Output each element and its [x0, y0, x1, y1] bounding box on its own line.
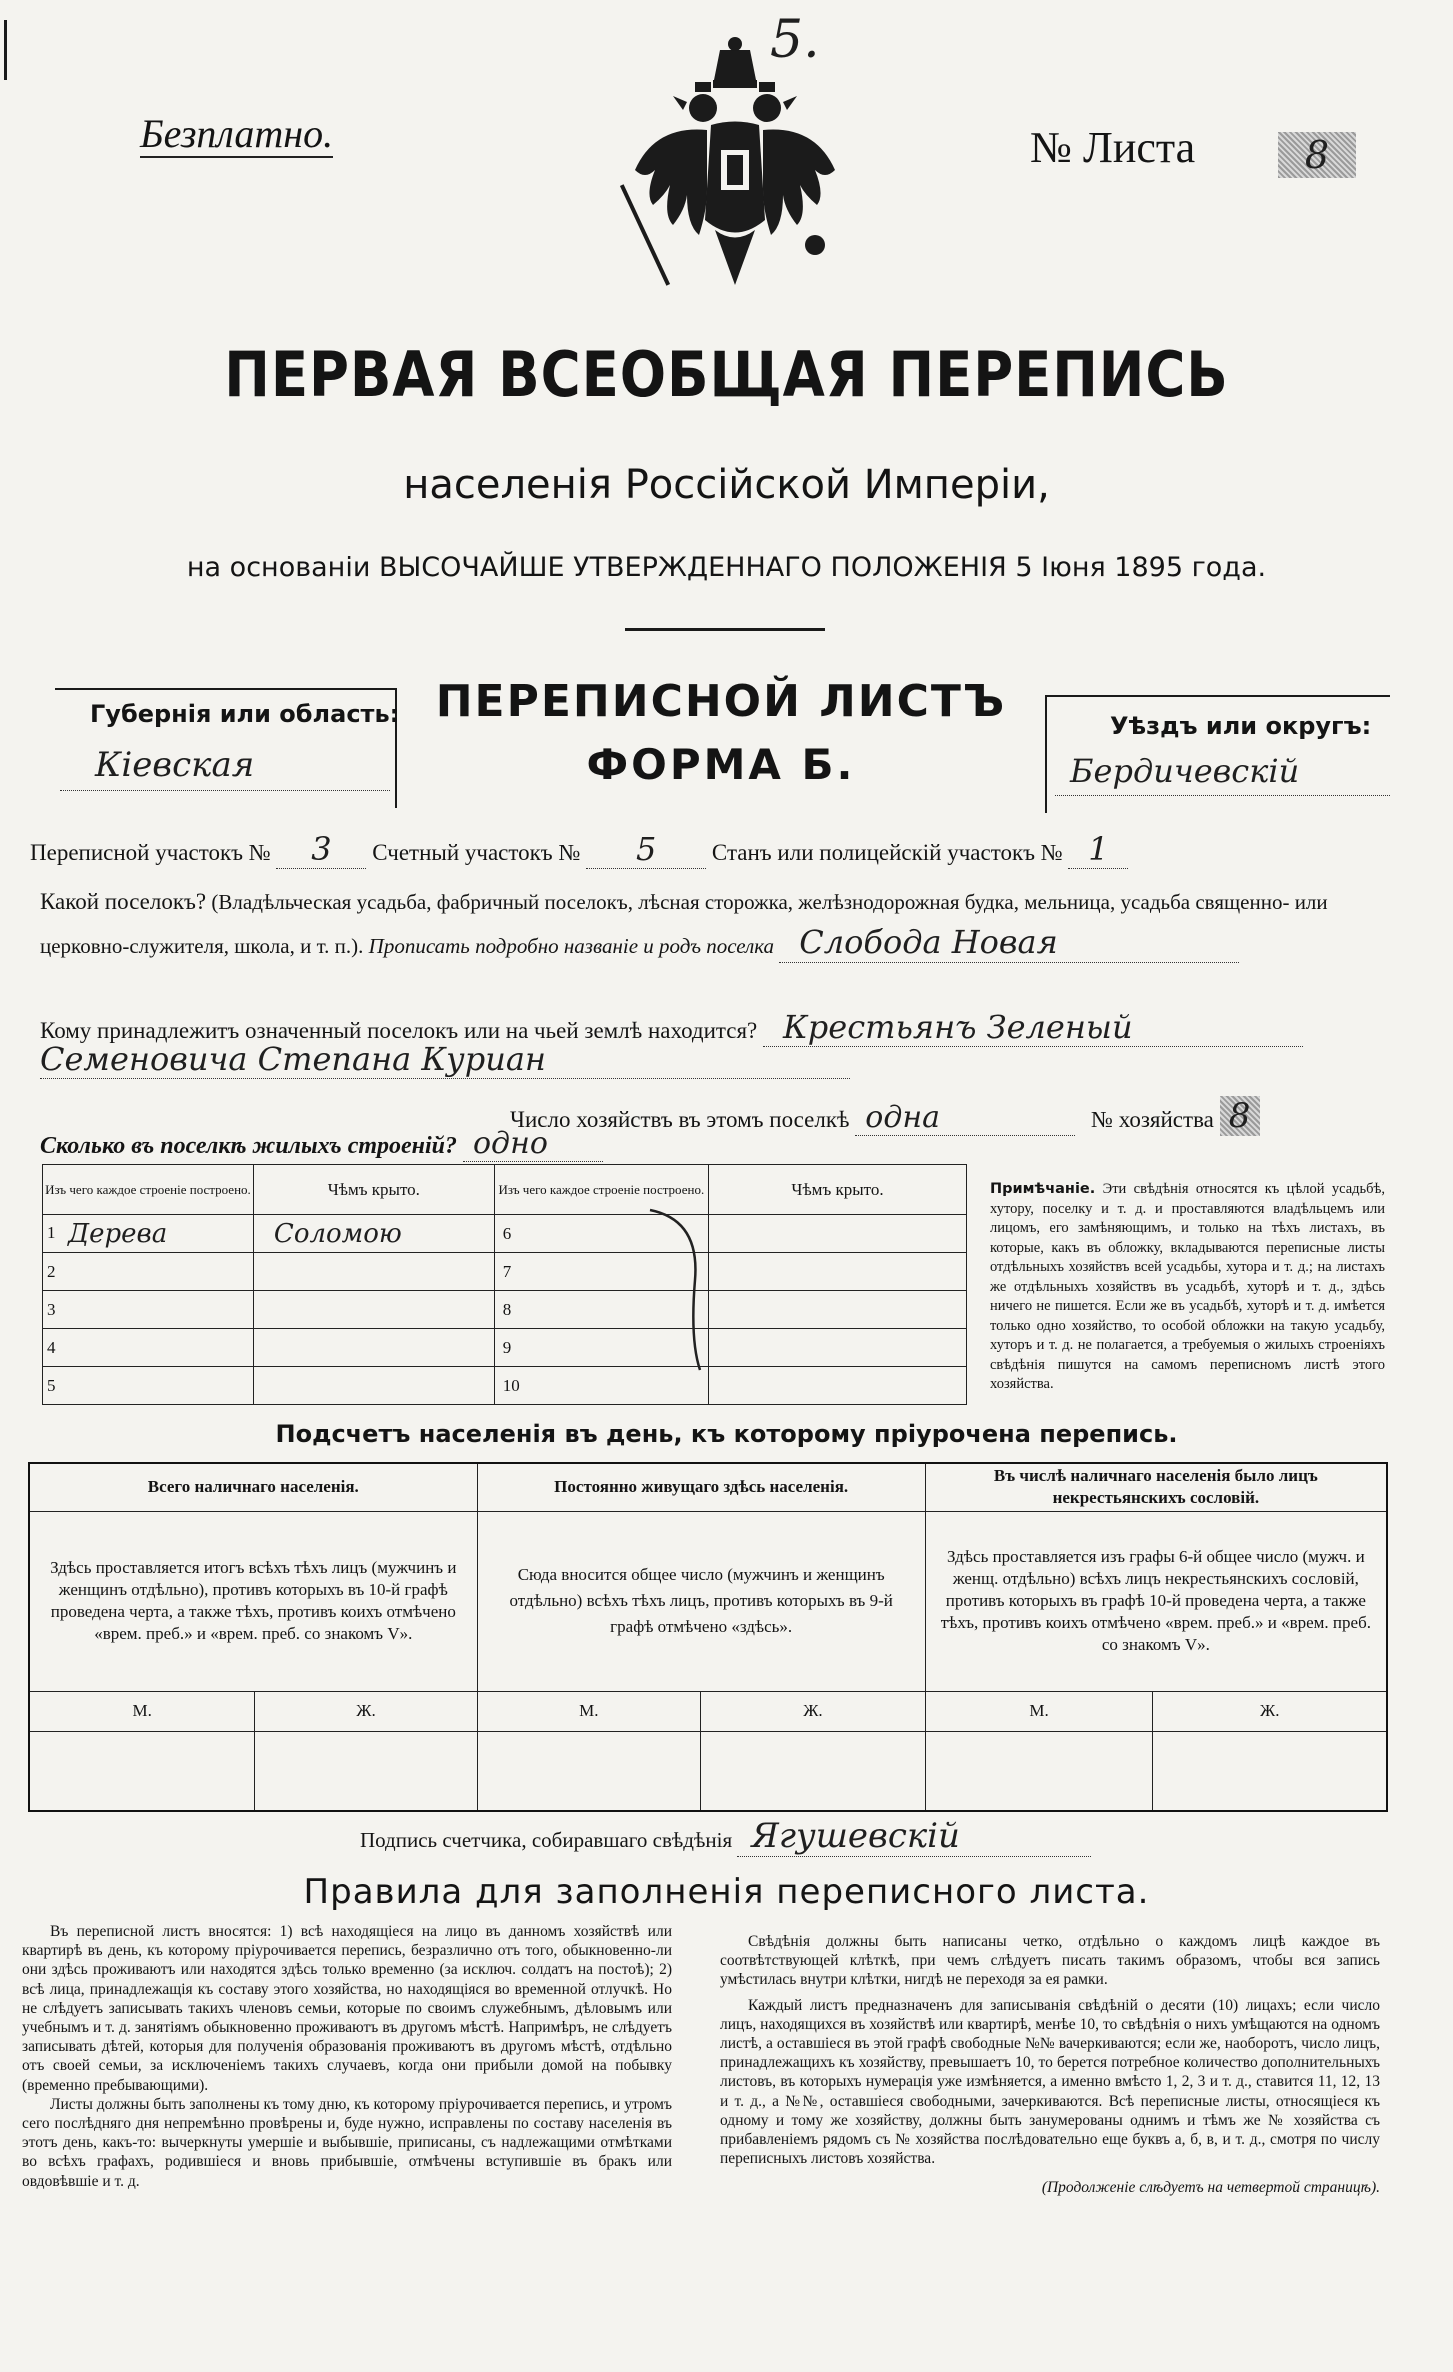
district-value: Бердичевскій — [1070, 752, 1300, 790]
province-label: Губернія или область: — [90, 700, 400, 728]
handwritten-page-number: 5. — [770, 10, 820, 70]
buildings-value: одно — [463, 1126, 603, 1162]
counting-district-value: 5 — [586, 830, 706, 869]
row-number: 6 — [494, 1215, 708, 1253]
census-basis: на основаніи ВЫСОЧАЙШЕ УТВЕРЖДЕННАГО ПОЛОЖЕНІЯ 5 Іюня 1895 года. — [186, 552, 1267, 583]
settlement-hint: (Владѣльческая усадьба, фабричный поселокъ, лѣсная сторожка, желѣзнодорожная будка, мельница, усадьба священно- или церковно-служителя, школа, и т. п.). — [40, 890, 1328, 958]
stan-label: Станъ или полицейскій участокъ № — [711, 840, 1063, 865]
rules-right-p2: Каждый листъ предназначенъ для записыванія свѣдѣній о десяти (10) лицахъ; если число лицъ, находящихся въ хозяйствѣ или квартирѣ, менѣе 10, то свѣдѣнія о нихъ умѣщаются на одномъ листѣ, а оставшіеся въ этой графѣ свободные №№ вачеркиваются; если же, наоборотъ, число лицъ, принадлежащихъ къ хозяйству, превышаетъ 10, то берется потребное количество дополнительныхъ листовъ, въ которыхъ нумерація уже измѣняется, а именно вмѣсто 1, 2, 3 и т. д., ставится 11, 12, 13 и т. д., а №№, оставшіеся свободными, зачеркиваются. Всѣ переписные листы, относящіеся къ одному и тому же хозяйству, должны быть занумерованы однимъ и тѣмъ же № хозяйства съ прибавленіемъ рядомъ съ № хозяйства послѣдовательно еще буквъ а, б, в, и т. д., смотря по числу переписныхъ листовъ хозяйства. — [720, 1996, 1380, 2168]
imperial-eagle-emblem — [615, 30, 855, 320]
roof-cell — [709, 1215, 967, 1253]
buildings-table — [42, 1164, 967, 1405]
count-cell — [255, 1731, 477, 1811]
count-cell — [701, 1731, 926, 1811]
roof-cell — [253, 1329, 494, 1367]
population-table — [28, 1462, 1388, 1812]
free-label: Безплатно. — [140, 111, 334, 156]
col3-title: Въ числѣ наличнаго населенія было лицъ некрестьянскихъ сословій. — [925, 1463, 1387, 1511]
row-number: 7 — [494, 1253, 708, 1291]
row-number: 5 — [43, 1367, 254, 1405]
table-row — [43, 1367, 967, 1405]
settlement-hint-italic: Прописать подробно названіе и родъ поселка — [368, 934, 775, 958]
rules-right-p1: Свѣдѣнія должны быть написаны четко, отдѣльно о каждомъ лицѣ каждое въ соотвѣтствующей клѣткѣ, при чемъ слѣдуетъ писать такимъ образомъ, чтобы вся запись умѣстилась внутри клѣтки, нигдѣ не переходя за ея рамки. — [720, 1933, 1380, 1989]
roof-cell — [709, 1253, 967, 1291]
count-cell — [29, 1731, 255, 1811]
rules-continued: (Продолженіе слѣдуетъ на четвертой страницѣ). — [1041, 2179, 1380, 2197]
census-district-label: Переписной участокъ № — [30, 840, 271, 865]
sheet-number-value: 8 — [1278, 132, 1356, 178]
settlement-value: Слобода Новая — [779, 922, 1239, 963]
row-number: 3 — [43, 1291, 254, 1329]
row-number: 2 — [43, 1253, 254, 1291]
household-number-label: № хозяйства — [1091, 1107, 1214, 1132]
roof-cell — [253, 1253, 494, 1291]
note-text: Эти свѣдѣнія относятся къ цѣлой усадьбѣ, хутору, поселку и т. д. и проставляются владѣльцемъ или лицомъ, его замѣняющимъ, и только на тѣхъ листахъ, въ которые, какъ въ обложку, вкладываются переписные листы отдѣльныхъ хозяйствъ всей усадьбы, хутора и т. д.; на листахъ же отдѣльныхъ хозяйствъ въ усадьбѣ, хуторѣ и т. д., здѣсь ничего не пишется. Если же въ усадьбѣ, хуторѣ и т. д. имѣется только одно хозяйство, то особой обложки на такую усадьбу, хуторъ и т. д. не полагается, а требуемыя о жилыхъ строеніяхъ свѣдѣнія пишутся на самомъ переписномъ листѣ этого хозяйства. — [990, 1181, 1386, 1392]
table-row — [43, 1253, 967, 1291]
province-value: Кіевская — [95, 745, 255, 785]
table-row — [43, 1329, 967, 1367]
female-header: Ж. — [701, 1691, 926, 1731]
table-row — [43, 1215, 967, 1253]
col1-desc: Здѣсь проставляется итогъ всѣхъ тѣхъ лицъ (мужчинъ и женщинъ отдѣльно), противъ которыхъ въ 10-й графѣ проведена черта, а также тѣхъ, противъ коихъ отмѣчено «врем. преб.» и «врем. преб. со знакомъ V». — [29, 1511, 477, 1691]
settlement-label: Какой поселокъ? — [40, 889, 207, 914]
male-header: М. — [477, 1691, 701, 1731]
female-header: Ж. — [1153, 1691, 1387, 1731]
row-number: 9 — [494, 1329, 708, 1367]
form-name: ФОРМА Б. — [586, 740, 856, 789]
roof-cell — [709, 1291, 967, 1329]
stan-value: 1 — [1068, 830, 1128, 869]
roof-cell — [709, 1367, 967, 1405]
census-district-value: 3 — [276, 830, 366, 869]
row-number: 1 — [47, 1223, 56, 1242]
households-label: Число хозяйствъ въ этомъ поселкѣ — [510, 1107, 850, 1132]
sheet-title: ПЕРЕПИСНОЙ ЛИСТЪ — [435, 676, 1007, 727]
buildings-label: Сколько въ поселкѣ жилыхъ строеній? — [40, 1133, 457, 1159]
roof-cell — [253, 1291, 494, 1329]
row-number: 10 — [494, 1367, 708, 1405]
roof-header-left: Чѣмъ крыто. — [253, 1165, 494, 1215]
pen-mark — [640, 1200, 720, 1380]
row-number: 4 — [43, 1329, 254, 1367]
count-cell — [925, 1731, 1153, 1811]
household-number-value: 8 — [1220, 1096, 1260, 1136]
signature-value: Ягушевскій — [737, 1816, 1091, 1857]
rules-title: Правила для заполненія переписного листа. — [303, 1872, 1150, 1912]
signature-label: Подпись счетчика, собиравшаго свѣдѣнія — [360, 1828, 733, 1852]
female-header: Ж. — [255, 1691, 477, 1731]
owner-value-2: Семеновича Степана Куриан — [40, 1040, 850, 1079]
counting-district-label: Счетный участокъ № — [372, 840, 581, 865]
left-edge-mark — [4, 20, 7, 80]
note-block — [990, 1180, 1385, 1395]
population-heading: Подсчетъ населенія въ день, къ которому пріурочена перепись. — [275, 1420, 1178, 1448]
roof-cell — [253, 1367, 494, 1405]
material-header-left: Изъ чего каждое строеніе построено. — [43, 1165, 254, 1215]
owner-label: Кому принадлежитъ означенный поселокъ или на чьей землѣ находится? — [40, 1018, 758, 1043]
sheet-number-label: № Листа — [1030, 123, 1196, 172]
col1-title: Всего наличнаго населенія. — [29, 1463, 477, 1511]
rules-left-p1: Въ переписной листъ вносятся: 1) всѣ находящіеся на лицо въ данномъ хозяйствѣ или квартирѣ въ день, къ которому пріурочивается перепись, безразлично отъ того, обыкновенно-ли они здѣсь проживаютъ или находятся здѣсь только временно (за исключ. солдатъ на постоѣ); 2) всѣ лица, принадлежащія къ составу этого хозяйства, но находящіяся во временной отлучкѣ. Но не слѣдуетъ записывать такихъ членовъ семьи, которые по своимъ служебнымъ, дѣловымъ или учебнымъ и т. д. занятіямъ обыкновенно проживаютъ въ другомъ мѣстѣ. Напримѣръ, не слѣдуетъ записывать дѣтей, которыя для полученія образованія проживаютъ въ другомъ мѣстѣ, отдѣльно отъ своей семьи, за исключеніемъ такихъ случаевъ, когда они прибыли домой на побывку (временно пребывающими). — [22, 1923, 672, 2094]
count-cell — [477, 1731, 701, 1811]
roof-cell — [709, 1329, 967, 1367]
count-cell — [1153, 1731, 1387, 1811]
male-header: М. — [925, 1691, 1153, 1731]
col2-title: Постоянно живущаго здѣсь населенія. — [477, 1463, 925, 1511]
material-cell: Дерева — [68, 1218, 168, 1249]
material-header-right: Изъ чего каждое строеніе построено. — [494, 1165, 708, 1215]
table-row — [43, 1291, 967, 1329]
note-title: Примѣчаніе. — [990, 1181, 1096, 1197]
census-title: ПЕРВАЯ ВСЕОБЩАЯ ПЕРЕПИСЬ — [224, 338, 1229, 411]
rules-left-column — [22, 1922, 672, 2191]
rules-right-column — [720, 1932, 1380, 2198]
header-divider — [625, 628, 825, 631]
male-header: М. — [29, 1691, 255, 1731]
district-label: Уѣздъ или округъ: — [1110, 712, 1372, 740]
roof-cell: Соломою — [253, 1215, 494, 1253]
roof-header-right: Чѣмъ крыто. — [709, 1165, 967, 1215]
row-number: 8 — [494, 1291, 708, 1329]
owner-value-1: Крестьянъ Зеленый — [763, 1008, 1303, 1047]
col3-desc: Здѣсь проставляется изъ графы 6-й общее число (мужч. и женщ. отдѣльно) всѣхъ лицъ некрестьянскихъ сословій, противъ которыхъ въ графѣ 10-й проведена черта, а также тѣхъ, противъ коихъ отмѣчено «врем. преб.» и «врем. преб. со знакомъ V». — [925, 1511, 1387, 1691]
households-value: одна — [855, 1100, 1075, 1136]
rules-left-p2: Листы должны быть заполнены къ тому дню, къ которому пріурочивается перепись, и утромъ сего послѣдняго дня непремѣнно провѣрены и, буде нужно, исправлены по составу населенія въ этотъ день, какъ-то: вычеркнуты умершіе и выбывшіе, приписаны, съ надлежащими отмѣтками во всѣхъ графахъ, родившіеся и вновь прибывшіе, отмѣчены вступившіе въ бракъ или овдовѣвшіе и т. д. — [22, 2095, 672, 2190]
col2-desc: Сюда вносится общее число (мужчинъ и женщинъ отдѣльно) всѣхъ тѣхъ лицъ, противъ которыхъ въ 9-й графѣ отмѣчено «здѣсь». — [477, 1511, 925, 1691]
census-subtitle: населенія Россійской Имперіи, — [403, 462, 1050, 508]
